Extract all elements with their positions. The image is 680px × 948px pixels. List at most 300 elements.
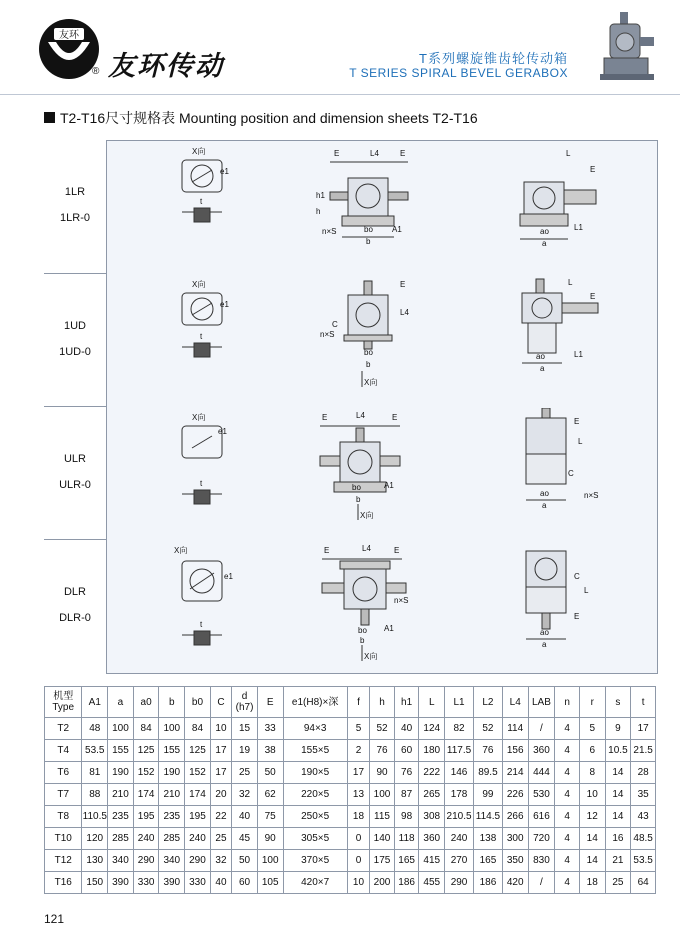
table-cell: 420×7 xyxy=(283,872,347,894)
x-view-label: X向 xyxy=(174,546,188,555)
table-cell-model: T4 xyxy=(45,740,82,762)
mounting-code: ULR xyxy=(63,453,86,465)
E-label: E xyxy=(334,149,340,158)
table-column-header: b xyxy=(159,687,185,718)
table-cell: 87 xyxy=(394,784,419,806)
table-cell: 76 xyxy=(394,762,419,784)
table-cell: 155 xyxy=(108,740,134,762)
table-row xyxy=(45,850,656,872)
table-cell: 455 xyxy=(419,872,445,894)
E-label: E xyxy=(400,280,406,289)
table-cell-model: T2 xyxy=(45,718,82,740)
table-cell: 75 xyxy=(257,806,283,828)
table-cell: 370×5 xyxy=(283,850,347,872)
A1-label: A1 xyxy=(384,481,394,490)
table-header-row xyxy=(45,687,656,718)
section-title: T2-T16尺寸规格表 Mounting position and dimension sheets T2-T16 xyxy=(60,110,478,126)
table-cell: 125 xyxy=(133,740,159,762)
a-label: a xyxy=(540,364,545,373)
L-label: L xyxy=(584,586,589,595)
table-column-header: L2 xyxy=(473,687,502,718)
table-cell: 290 xyxy=(133,850,159,872)
catalog-title-english: T SERIES SPIRAL BEVEL GERABOX xyxy=(349,66,568,80)
table-cell: 53.5 xyxy=(82,740,108,762)
t-label: t xyxy=(200,620,203,629)
L1-label: L1 xyxy=(574,223,583,232)
table-cell: 308 xyxy=(419,806,445,828)
bo-label: bo xyxy=(352,483,361,492)
table-cell: 165 xyxy=(473,850,502,872)
table-row xyxy=(45,762,656,784)
table-cell: 4 xyxy=(555,718,580,740)
table-cell: 175 xyxy=(370,850,395,872)
mounting-code: DLR xyxy=(63,586,86,598)
mounting-code: DLR-0 xyxy=(59,612,91,624)
table-cell: / xyxy=(528,718,555,740)
table-cell: 222 xyxy=(419,762,445,784)
ao-label: ao xyxy=(540,489,549,498)
table-cell: 125 xyxy=(185,740,211,762)
table-cell: 52 xyxy=(370,718,395,740)
table-cell: 360 xyxy=(528,740,555,762)
table-cell: 4 xyxy=(555,762,580,784)
table-column-header: s xyxy=(605,687,631,718)
table-cell: 214 xyxy=(502,762,528,784)
table-cell: 285 xyxy=(108,828,134,850)
x-arrow-label: X向 xyxy=(364,652,378,661)
table-cell: 17 xyxy=(631,718,656,740)
table-cell: 210 xyxy=(108,784,134,806)
b-label: b xyxy=(356,495,361,504)
table-cell: 20 xyxy=(210,784,231,806)
table-cell-model: T8 xyxy=(45,806,82,828)
table-cell: 8 xyxy=(579,762,605,784)
A1-label: A1 xyxy=(384,624,394,633)
section-bullet-icon xyxy=(44,112,55,123)
L4-label: L4 xyxy=(362,544,371,553)
x-arrow-label: X向 xyxy=(364,378,378,387)
table-cell: 174 xyxy=(185,784,211,806)
table-column-header: L4 xyxy=(502,687,528,718)
brand-name: 友环传动 xyxy=(108,51,224,82)
table-cell: 180 xyxy=(419,740,445,762)
table-cell: 43 xyxy=(631,806,656,828)
table-cell: 32 xyxy=(210,850,231,872)
table-cell: 165 xyxy=(394,850,419,872)
table-cell: 60 xyxy=(394,740,419,762)
table-cell: 17 xyxy=(210,740,231,762)
E-label: E xyxy=(574,417,580,426)
table-cell: 360 xyxy=(419,828,445,850)
C-label: C xyxy=(332,320,338,329)
table-cell-model: T12 xyxy=(45,850,82,872)
table-cell-model: T16 xyxy=(45,872,82,894)
table-cell: 10 xyxy=(210,718,231,740)
table-column-header: n xyxy=(555,687,580,718)
ao-label: ao xyxy=(536,352,545,361)
mounting-code: 1LR xyxy=(64,186,86,198)
table-cell: 10 xyxy=(347,872,369,894)
table-cell: 5 xyxy=(347,718,369,740)
table-cell: 100 xyxy=(370,784,395,806)
table-row xyxy=(45,740,656,762)
table-cell: 152 xyxy=(185,762,211,784)
table-column-header: L1 xyxy=(445,687,474,718)
table-column-header: b0 xyxy=(185,687,211,718)
table-cell: 190×5 xyxy=(283,762,347,784)
table-cell: 62 xyxy=(257,784,283,806)
table-cell: 35 xyxy=(631,784,656,806)
table-cell: 350 xyxy=(502,850,528,872)
brand-logo xyxy=(38,18,100,80)
table-cell: 124 xyxy=(419,718,445,740)
front-view-drawing xyxy=(316,149,408,246)
table-cell: 130 xyxy=(82,850,108,872)
a-label: a xyxy=(542,640,547,649)
table-cell: 21.5 xyxy=(631,740,656,762)
table-cell: 16 xyxy=(605,828,631,850)
nxS-label: n×S xyxy=(320,330,335,339)
table-column-header: a xyxy=(108,687,134,718)
table-cell: 390 xyxy=(108,872,134,894)
table-cell: 19 xyxy=(232,740,258,762)
E-label: E xyxy=(574,612,580,621)
table-cell: 265 xyxy=(419,784,445,806)
table-cell: 60 xyxy=(232,872,258,894)
mounting-code: 1UD-0 xyxy=(59,346,91,358)
table-cell: 290 xyxy=(445,872,474,894)
table-column-header: h xyxy=(370,687,395,718)
table-cell: 250×5 xyxy=(283,806,347,828)
table-cell: 50 xyxy=(257,762,283,784)
table-cell: 22 xyxy=(210,806,231,828)
table-column-header: E xyxy=(257,687,283,718)
b-label: b xyxy=(366,237,371,246)
table-cell: 270 xyxy=(445,850,474,872)
table-column-header: L xyxy=(419,687,445,718)
row-divider xyxy=(44,273,107,274)
table-cell: 186 xyxy=(394,872,419,894)
table-cell: 4 xyxy=(555,784,580,806)
table-cell: 88 xyxy=(82,784,108,806)
side-view-drawing xyxy=(520,149,596,248)
table-cell: 84 xyxy=(133,718,159,740)
front-view-drawing xyxy=(320,411,400,520)
L-label: L xyxy=(578,437,583,446)
drawing-row-dlr xyxy=(108,541,654,671)
table-cell: 155×5 xyxy=(283,740,347,762)
table-cell: 14 xyxy=(605,806,631,828)
table-cell: 0 xyxy=(347,828,369,850)
table-cell: 720 xyxy=(528,828,555,850)
table-column-header: e1(H8)×深 xyxy=(283,687,347,718)
table-cell: 48 xyxy=(82,718,108,740)
t-label: t xyxy=(200,197,203,206)
table-cell: 195 xyxy=(133,806,159,828)
table-cell: 13 xyxy=(347,784,369,806)
table-cell: 90 xyxy=(257,828,283,850)
table-column-header: t xyxy=(631,687,656,718)
table-cell: 82 xyxy=(445,718,474,740)
table-cell: 81 xyxy=(82,762,108,784)
side-view-drawing xyxy=(526,551,589,649)
table-cell: 14 xyxy=(605,784,631,806)
mounting-code: ULR-0 xyxy=(59,479,91,491)
table-cell: 10 xyxy=(579,784,605,806)
table-cell-model: T10 xyxy=(45,828,82,850)
L-label: L xyxy=(566,149,571,158)
table-column-header: d (h7) xyxy=(232,687,258,718)
L1-label: L1 xyxy=(574,350,583,359)
table-cell: 235 xyxy=(159,806,185,828)
table-cell: 12 xyxy=(579,806,605,828)
e1-label: e1 xyxy=(224,572,233,581)
table-cell: 340 xyxy=(108,850,134,872)
mounting-code: 1UD xyxy=(63,320,86,332)
flange-x-view-drawing xyxy=(182,412,227,504)
table-cell: 94×3 xyxy=(283,718,347,740)
L4-label: L4 xyxy=(370,149,379,158)
table-cell: 4 xyxy=(555,740,580,762)
table-row xyxy=(45,806,656,828)
table-cell: 240 xyxy=(185,828,211,850)
table-cell: 9 xyxy=(605,718,631,740)
E-label: E xyxy=(392,413,398,422)
table-column-header: C xyxy=(210,687,231,718)
row-divider xyxy=(44,539,107,540)
drawing-row-ulr xyxy=(108,408,654,538)
E-label: E xyxy=(590,165,596,174)
table-cell: 210 xyxy=(159,784,185,806)
table-cell: 6 xyxy=(579,740,605,762)
table-column-header: a0 xyxy=(133,687,159,718)
table-column-header: r xyxy=(579,687,605,718)
nxS-label: n×S xyxy=(322,227,337,236)
table-column-header: A1 xyxy=(82,687,108,718)
b-label: b xyxy=(366,360,371,369)
table-cell: 235 xyxy=(108,806,134,828)
table-cell: 105 xyxy=(257,872,283,894)
table-cell: 120 xyxy=(82,828,108,850)
table-cell: 174 xyxy=(133,784,159,806)
table-cell: 14 xyxy=(579,850,605,872)
flange-x-view-drawing xyxy=(182,279,229,357)
e1-label: e1 xyxy=(220,300,229,309)
table-cell: 300 xyxy=(502,828,528,850)
table-cell: 25 xyxy=(232,762,258,784)
table-cell: 25 xyxy=(605,872,631,894)
side-view-drawing xyxy=(522,278,598,373)
table-row xyxy=(45,872,656,894)
table-cell: 14 xyxy=(579,828,605,850)
table-cell: 14 xyxy=(605,762,631,784)
logo-text: 友环 xyxy=(59,30,79,41)
table-cell: 155 xyxy=(159,740,185,762)
table-cell: 76 xyxy=(473,740,502,762)
table-cell: 210.5 xyxy=(445,806,474,828)
E-label: E xyxy=(324,546,330,555)
table-cell: 40 xyxy=(394,718,419,740)
header-divider xyxy=(0,94,680,95)
C-label: C xyxy=(568,469,574,478)
table-cell: 18 xyxy=(579,872,605,894)
table-cell: 99 xyxy=(473,784,502,806)
table-cell: 178 xyxy=(445,784,474,806)
C-label: C xyxy=(574,572,580,581)
table-cell: 15 xyxy=(232,718,258,740)
table-cell: 25 xyxy=(210,828,231,850)
table-cell: 5 xyxy=(579,718,605,740)
table-cell: 420 xyxy=(502,872,528,894)
table-cell: 84 xyxy=(185,718,211,740)
table-cell: 115 xyxy=(370,806,395,828)
A1-label: A1 xyxy=(392,225,402,234)
table-cell: 415 xyxy=(419,850,445,872)
table-cell: 117.5 xyxy=(445,740,474,762)
table-cell: 4 xyxy=(555,828,580,850)
table-cell: 32 xyxy=(232,784,258,806)
h1-label: h1 xyxy=(316,191,325,200)
table-cell: 100 xyxy=(257,850,283,872)
table-cell-model: T6 xyxy=(45,762,82,784)
x-view-label: X向 xyxy=(192,413,206,422)
t-label: t xyxy=(200,479,203,488)
catalog-title-chinese: T系列螺旋锥齿轮传动箱 xyxy=(419,51,568,66)
table-cell: 240 xyxy=(133,828,159,850)
table-cell: 50 xyxy=(232,850,258,872)
table-cell: 114 xyxy=(502,718,528,740)
table-cell: 38 xyxy=(257,740,283,762)
registered-mark: ® xyxy=(92,66,100,77)
table-cell: 33 xyxy=(257,718,283,740)
table-cell: 4 xyxy=(555,850,580,872)
flange-x-view-drawing xyxy=(174,545,233,645)
table-cell: 2 xyxy=(347,740,369,762)
a-label: a xyxy=(542,239,547,248)
page-number: 121 xyxy=(44,912,65,926)
table-cell: 146 xyxy=(445,762,474,784)
bo-label: bo xyxy=(364,348,373,357)
table-cell: 200 xyxy=(370,872,395,894)
table-cell: 100 xyxy=(108,718,134,740)
table-cell: 64 xyxy=(631,872,656,894)
table-cell: 616 xyxy=(528,806,555,828)
table-cell: 190 xyxy=(108,762,134,784)
e1-label: e1 xyxy=(220,167,229,176)
table-cell: 118 xyxy=(394,828,419,850)
nxS-label: n×S xyxy=(584,491,599,500)
table-cell: 220×5 xyxy=(283,784,347,806)
table-cell: 150 xyxy=(82,872,108,894)
table-cell: 45 xyxy=(232,828,258,850)
E-label: E xyxy=(400,149,406,158)
table-cell: 100 xyxy=(159,718,185,740)
gearbox-product-image xyxy=(598,10,660,82)
table-cell: 17 xyxy=(210,762,231,784)
table-cell: 530 xyxy=(528,784,555,806)
table-row xyxy=(45,718,656,740)
table-cell: 186 xyxy=(473,872,502,894)
table-cell: 17 xyxy=(347,762,369,784)
table-cell: 390 xyxy=(159,872,185,894)
table-cell: 330 xyxy=(133,872,159,894)
table-cell: / xyxy=(528,872,555,894)
table-cell-model: T7 xyxy=(45,784,82,806)
E-label: E xyxy=(590,292,596,301)
table-cell: 140 xyxy=(370,828,395,850)
row-divider xyxy=(44,406,107,407)
t-label: t xyxy=(200,332,203,341)
L-label: L xyxy=(568,278,573,287)
table-cell: 444 xyxy=(528,762,555,784)
table-column-header: LAB xyxy=(528,687,555,718)
table-cell: 76 xyxy=(370,740,395,762)
table-cell: 305×5 xyxy=(283,828,347,850)
table-cell: 48.5 xyxy=(631,828,656,850)
table-cell: 330 xyxy=(185,872,211,894)
x-view-label: X向 xyxy=(192,280,206,289)
table-cell: 195 xyxy=(185,806,211,828)
e1-label: e1 xyxy=(218,427,227,436)
table-cell: 0 xyxy=(347,850,369,872)
table-row xyxy=(45,828,656,850)
x-view-label: X向 xyxy=(192,147,206,156)
ao-label: ao xyxy=(540,227,549,236)
table-cell: 40 xyxy=(210,872,231,894)
table-cell: 138 xyxy=(473,828,502,850)
front-view-drawing xyxy=(320,280,409,387)
mounting-code: 1LR-0 xyxy=(60,212,90,224)
table-cell: 40 xyxy=(232,806,258,828)
bo-label: bo xyxy=(364,225,373,234)
table-cell: 18 xyxy=(347,806,369,828)
table-column-header: h1 xyxy=(394,687,419,718)
table-column-header: 机型 Type xyxy=(45,687,82,718)
table-cell: 156 xyxy=(502,740,528,762)
table-cell: 53.5 xyxy=(631,850,656,872)
table-cell: 110.5 xyxy=(82,806,108,828)
L4-label: L4 xyxy=(356,411,365,420)
table-cell: 90 xyxy=(370,762,395,784)
h-label: h xyxy=(316,207,321,216)
table-cell: 10.5 xyxy=(605,740,631,762)
a-label: a xyxy=(542,501,547,510)
table-cell: 114.5 xyxy=(473,806,502,828)
table-cell: 340 xyxy=(159,850,185,872)
table-cell: 290 xyxy=(185,850,211,872)
ao-label: ao xyxy=(540,628,549,637)
table-cell: 830 xyxy=(528,850,555,872)
front-view-drawing xyxy=(322,544,408,661)
nxS-label: n×S xyxy=(394,596,409,605)
b-label: b xyxy=(360,636,365,645)
table-cell: 4 xyxy=(555,872,580,894)
table-cell: 21 xyxy=(605,850,631,872)
table-cell: 240 xyxy=(445,828,474,850)
table-cell: 152 xyxy=(133,762,159,784)
table-cell: 190 xyxy=(159,762,185,784)
x-arrow-label: X向 xyxy=(360,511,374,520)
table-cell: 52 xyxy=(473,718,502,740)
table-cell: 98 xyxy=(394,806,419,828)
table-cell: 285 xyxy=(159,828,185,850)
side-view-drawing xyxy=(526,408,598,510)
table-cell: 266 xyxy=(502,806,528,828)
table-cell: 4 xyxy=(555,806,580,828)
flange-x-view-drawing xyxy=(182,146,229,222)
L4-label: L4 xyxy=(400,308,409,317)
dimension-table xyxy=(44,686,656,894)
